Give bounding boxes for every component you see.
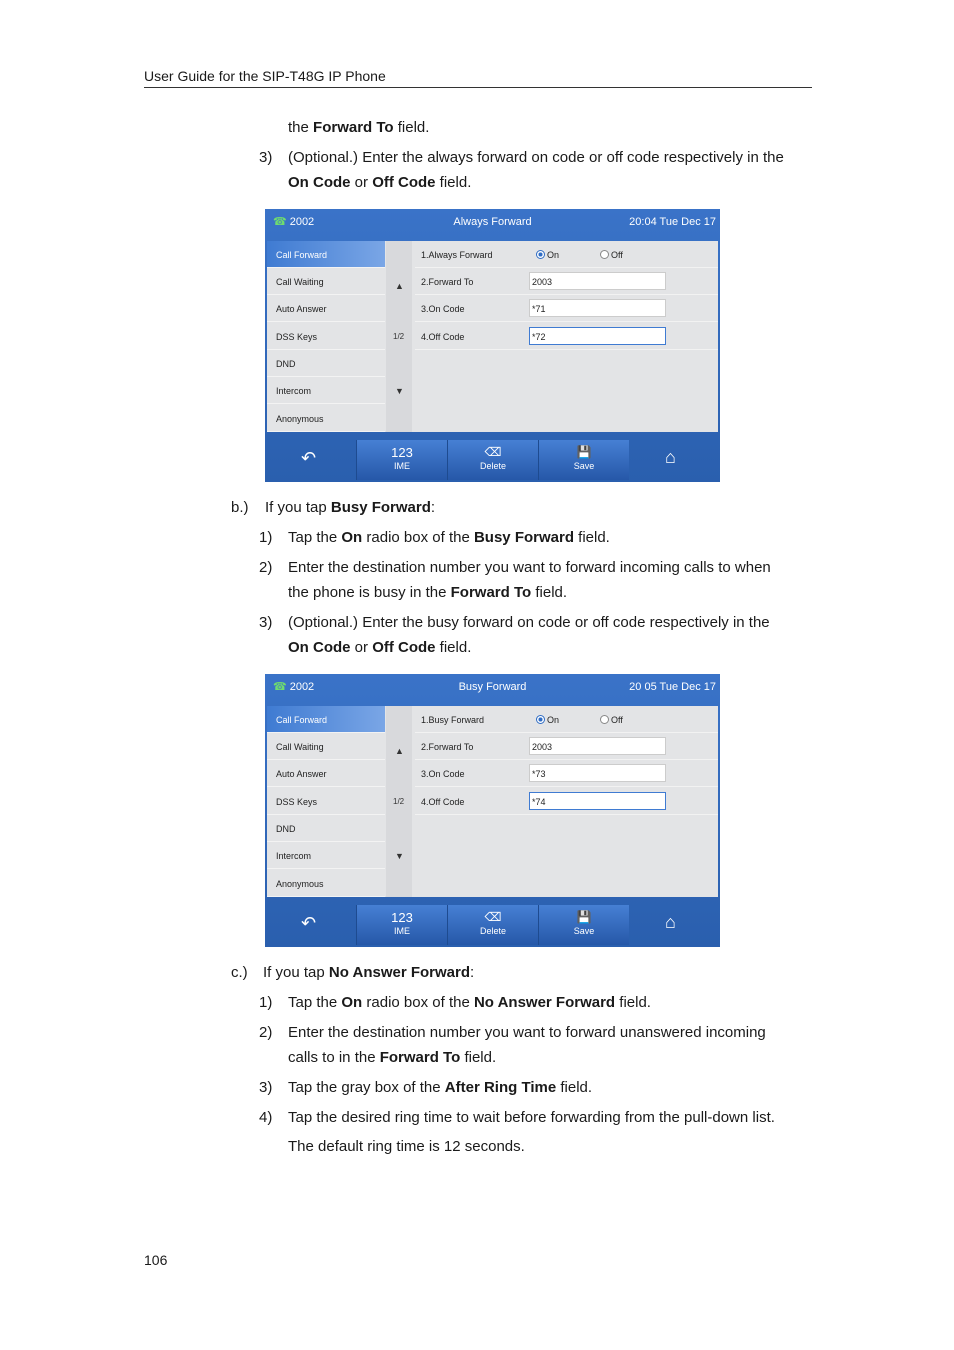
- account-label: ☎ 2002: [273, 216, 315, 228]
- field-label: 1.Always Forward: [421, 250, 493, 260]
- field-label: 2.Forward To: [421, 277, 474, 287]
- step-text: Tap the gray box of the After Ring Time field.: [288, 1079, 593, 1096]
- ime-softkey[interactable]: 123 IME: [356, 440, 447, 480]
- step-number: 1): [259, 994, 273, 1011]
- step-text: Tap the On radio box of the Busy Forward field.: [288, 529, 610, 546]
- status-bar: [265, 674, 720, 700]
- home-icon[interactable]: ⌂: [665, 912, 676, 932]
- item-label: b.): [231, 499, 249, 516]
- clock: 20:04 Tue Dec 17: [629, 216, 716, 228]
- phone-icon: ☎: [273, 216, 287, 228]
- field-label: 3.On Code: [421, 769, 465, 779]
- field-label: 1.Busy Forward: [421, 715, 485, 725]
- field-label: 2.Forward To: [421, 742, 474, 752]
- scrollbar[interactable]: [386, 241, 412, 432]
- save-softkey[interactable]: 💾 Save: [538, 905, 629, 945]
- row-forward-to: [415, 733, 718, 760]
- forward-to-input[interactable]: 2003: [529, 737, 666, 755]
- screen-title: Always Forward: [453, 216, 532, 228]
- settings-panel: [267, 706, 718, 897]
- on-code-input[interactable]: *73: [529, 764, 666, 782]
- delete-softkey[interactable]: ⌫ Delete: [447, 905, 538, 945]
- off-code-input[interactable]: *72: [529, 327, 666, 345]
- step-number: 3): [259, 149, 273, 166]
- on-code-input[interactable]: *71: [529, 299, 666, 317]
- ime-softkey[interactable]: 123 IME: [356, 905, 447, 945]
- home-icon[interactable]: ⌂: [665, 447, 676, 467]
- scroll-down-icon[interactable]: ▼: [395, 851, 404, 861]
- menu-item-auto-answer[interactable]: Auto Answer: [267, 295, 385, 322]
- menu-item-call-forward[interactable]: Call Forward: [267, 241, 385, 268]
- step-text: Tap the On radio box of the No Answer Forward field.: [288, 994, 651, 1011]
- radio-off[interactable]: Off: [600, 250, 623, 260]
- step-text: (Optional.) Enter the always forward on code or off code respectively in the: [288, 149, 784, 166]
- menu-item-intercom[interactable]: Intercom: [267, 842, 385, 869]
- forward-settings: [415, 241, 718, 432]
- radio-off[interactable]: Off: [600, 715, 623, 725]
- row-on-code: [415, 295, 718, 322]
- radio-selected-icon: [536, 715, 545, 724]
- header-title: User Guide for the SIP-T48G IP Phone: [144, 68, 386, 84]
- forward-to-input[interactable]: 2003: [529, 272, 666, 290]
- page-header: [144, 68, 812, 88]
- menu-item-intercom[interactable]: Intercom: [267, 377, 385, 404]
- softkey-bar: [265, 439, 720, 482]
- step-text: Enter the destination number you want to forward incoming calls to when: [288, 559, 771, 576]
- menu-item-call-forward[interactable]: Call Forward: [267, 706, 385, 733]
- item-text: If you tap Busy Forward:: [265, 499, 436, 516]
- softkey-bar: [265, 904, 720, 947]
- row-off-code: [415, 323, 718, 350]
- radio-empty-icon: [600, 250, 609, 259]
- delete-softkey[interactable]: ⌫ Delete: [447, 440, 538, 480]
- back-icon[interactable]: ↶: [301, 448, 317, 468]
- step-number: 2): [259, 559, 273, 576]
- row-busy-forward: [415, 706, 718, 733]
- menu-item-dnd[interactable]: DND: [267, 815, 385, 842]
- account-label: ☎ 2002: [273, 681, 315, 693]
- step-number: 1): [259, 529, 273, 546]
- menu-item-dss-keys[interactable]: DSS Keys: [267, 323, 385, 350]
- radio-on[interactable]: On: [536, 250, 559, 260]
- step-number: 2): [259, 1024, 273, 1041]
- scroll-down-icon[interactable]: ▼: [395, 386, 404, 396]
- step-number: 3): [259, 1079, 273, 1096]
- save-softkey[interactable]: 💾 Save: [538, 440, 629, 480]
- row-forward-to: [415, 268, 718, 295]
- step-text: the phone is busy in the Forward To field.: [288, 584, 568, 601]
- step-text: (Optional.) Enter the busy forward on code or off code respectively in the: [288, 614, 770, 631]
- scroll-up-icon[interactable]: ▲: [395, 746, 404, 756]
- item-label: c.): [231, 964, 248, 981]
- delete-icon: ⌫: [484, 910, 502, 924]
- step-text: The default ring time is 12 seconds.: [288, 1138, 525, 1155]
- step-text: Enter the destination number you want to forward unanswered incoming: [288, 1024, 766, 1041]
- step-text: Tap the desired ring time to wait before forwarding from the pull-down list.: [288, 1109, 775, 1126]
- status-bar: [265, 209, 720, 235]
- step-text: On Code or Off Code field.: [288, 174, 472, 191]
- step-text: calls to in the Forward To field.: [288, 1049, 497, 1066]
- menu-item-call-waiting[interactable]: Call Waiting: [267, 268, 385, 295]
- step-number: 4): [259, 1109, 273, 1126]
- field-label: 3.On Code: [421, 304, 465, 314]
- item-text: If you tap No Answer Forward:: [263, 964, 475, 981]
- paragraph-forward-to: the Forward To field.: [288, 119, 430, 136]
- save-icon: 💾: [576, 445, 592, 459]
- radio-selected-icon: [536, 250, 545, 259]
- radio-empty-icon: [600, 715, 609, 724]
- settings-panel: [267, 241, 718, 432]
- radio-on[interactable]: On: [536, 715, 559, 725]
- menu-item-auto-answer[interactable]: Auto Answer: [267, 760, 385, 787]
- menu-item-dnd[interactable]: DND: [267, 350, 385, 377]
- off-code-input[interactable]: *74: [529, 792, 666, 810]
- delete-icon: ⌫: [484, 445, 502, 459]
- menu-item-anonymous[interactable]: Anonymous: [267, 870, 385, 897]
- step-text: On Code or Off Code field.: [288, 639, 472, 656]
- page-indicator: 1/2: [393, 332, 405, 341]
- phone-icon: ☎: [273, 681, 287, 693]
- field-label: 4.Off Code: [421, 332, 465, 342]
- clock: 20 05 Tue Dec 17: [629, 681, 716, 693]
- page-number: 106: [144, 1252, 168, 1268]
- field-label: 4.Off Code: [421, 797, 465, 807]
- row-on-code: [415, 760, 718, 787]
- phone-screenshot-always-forward: [265, 209, 720, 482]
- scrollbar[interactable]: [386, 706, 412, 897]
- side-menu: [267, 706, 385, 897]
- phone-screenshot-busy-forward: [265, 674, 720, 947]
- back-icon[interactable]: ↶: [301, 913, 317, 933]
- row-off-code: [415, 788, 718, 815]
- forward-settings: [415, 706, 718, 897]
- scroll-up-icon[interactable]: ▲: [395, 281, 404, 291]
- menu-item-dss-keys[interactable]: DSS Keys: [267, 788, 385, 815]
- side-menu: [267, 241, 385, 432]
- save-icon: 💾: [576, 910, 592, 924]
- page-indicator: 1/2: [393, 797, 405, 806]
- step-number: 3): [259, 614, 273, 631]
- row-always-forward: [415, 241, 718, 268]
- menu-item-call-waiting[interactable]: Call Waiting: [267, 733, 385, 760]
- screen-title: Busy Forward: [458, 681, 527, 693]
- menu-item-anonymous[interactable]: Anonymous: [267, 405, 385, 432]
